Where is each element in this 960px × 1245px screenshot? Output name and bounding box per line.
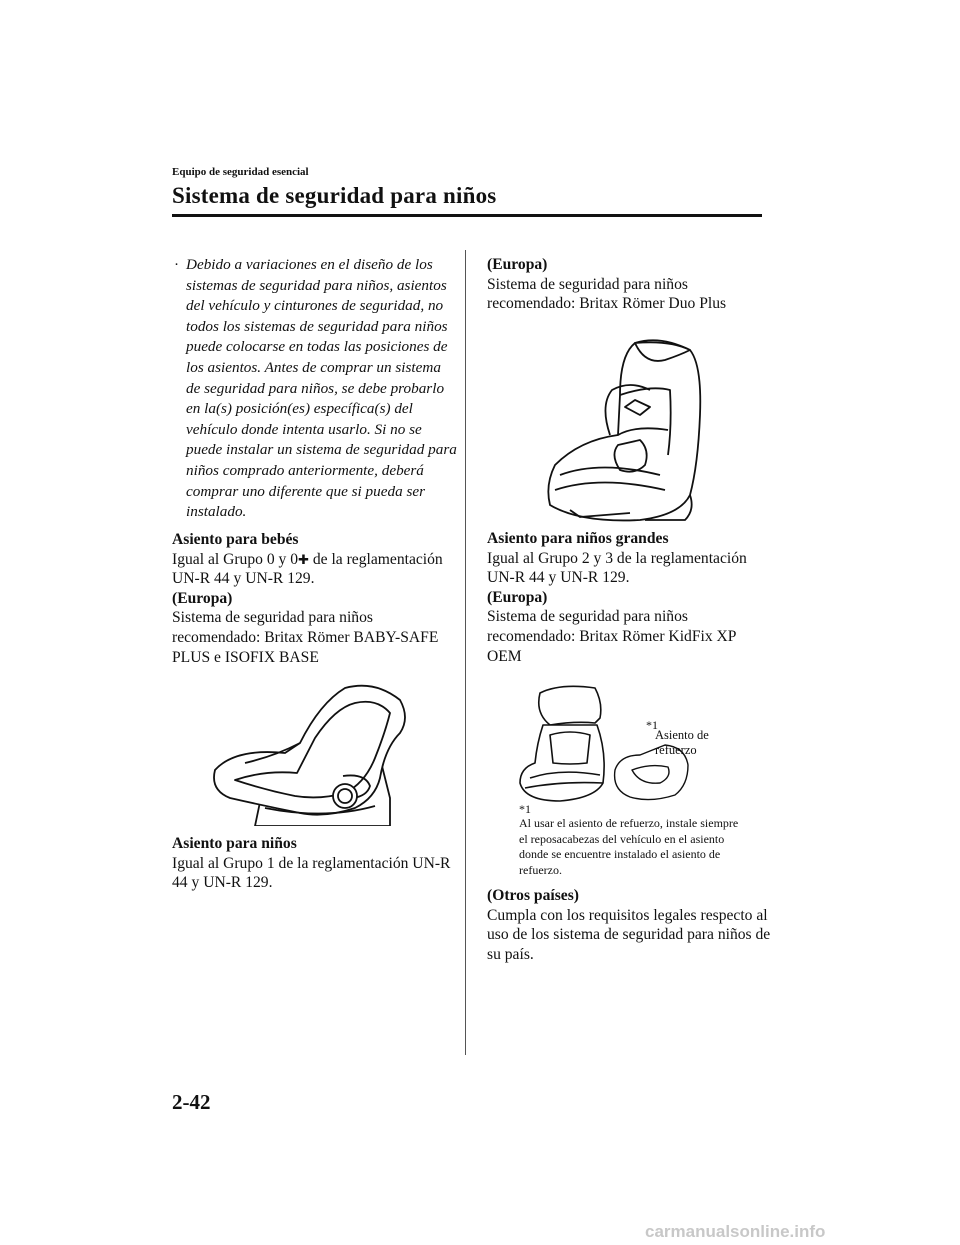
page-title: Sistema de seguridad para niños (172, 183, 497, 208)
duo-plus-section (487, 255, 767, 314)
junior-heading: Asiento para niños grandes (487, 530, 669, 547)
caution-note-text: Debido a variaciones en el diseño de los sistemas de seguridad para niños, asientos del vehículo y cinturones de seguridad, no todos los sistemas de seguridad para niños puede colocarse en todas las posiciones de los asientos. Antes de comprar un sistema de seguridad para niños, se debe probarlo en la(s) posición(es) específica(s) del vehículo donde intenta usarlo. Si no se puede instalar un sistema de seguridad para niños comprado anteriormente, deberá comprar uno diferente que si pueda ser instalado. (186, 256, 457, 521)
booster-label: Asiento de refuerzo (655, 728, 709, 757)
duo-plus-recommended: Sistema de seguridad para niños recomendado: Britax Römer Duo Plus (487, 275, 727, 313)
booster-seat-illustration (515, 683, 610, 803)
section-header: Equipo de seguridad esencial (172, 166, 309, 178)
infant-recommended: Sistema de seguridad para niños recomendado: Britax Römer BABY-SAFE PLUS e ISOFIX BASE (172, 609, 439, 666)
footnote-mark: *1 (519, 802, 531, 816)
watermark: carmanualsonline.info (645, 1222, 826, 1241)
other-countries-section (487, 886, 772, 964)
junior-description: Igual al Grupo 2 y 3 de la reglamentación UN-R 44 y UN-R 129. (487, 549, 747, 587)
caution-note (172, 255, 457, 523)
infant-region: (Europa) (172, 589, 233, 607)
child-heading: Asiento para niños (172, 835, 297, 852)
infant-heading: Asiento para bebés (172, 531, 299, 548)
region-europe-1: (Europa) (487, 256, 548, 273)
kidfix-recommended: Sistema de seguridad para niños recomendado: Britax Römer KidFix XP OEM (487, 608, 736, 665)
other-region: (Otros países) (487, 887, 579, 904)
junior-section (487, 529, 767, 666)
infant-section (172, 530, 457, 667)
region-europe-2: (Europa) (487, 588, 548, 606)
infant-carrier-illustration (205, 678, 415, 826)
plus-icon: ✚ (298, 551, 309, 567)
other-countries-text: Cumpla con los requisitos legales respecto al uso de los sistema de seguridad para niños de su país. (487, 906, 771, 963)
page-number: 2-42 (172, 1090, 211, 1114)
child-seat-illustration (540, 335, 705, 527)
column-divider (465, 250, 466, 1055)
child-section (172, 834, 457, 893)
figure-mark: *1 (646, 718, 658, 732)
bullet-icon: · (174, 256, 180, 273)
infant-description: Igual al Grupo 0 y 0✚ de la reglamentación UN-R 44 y UN-R 129. (172, 550, 443, 588)
title-rule (172, 214, 762, 217)
footnote-text: Al usar el asiento de refuerzo, instale siempre el reposacabezas del vehículo en el asiento donde se encuentre instalado el asiento de refuerzo. (519, 816, 739, 877)
child-description: Igual al Grupo 1 de la reglamentación UN-R 44 y UN-R 129. (172, 854, 451, 892)
